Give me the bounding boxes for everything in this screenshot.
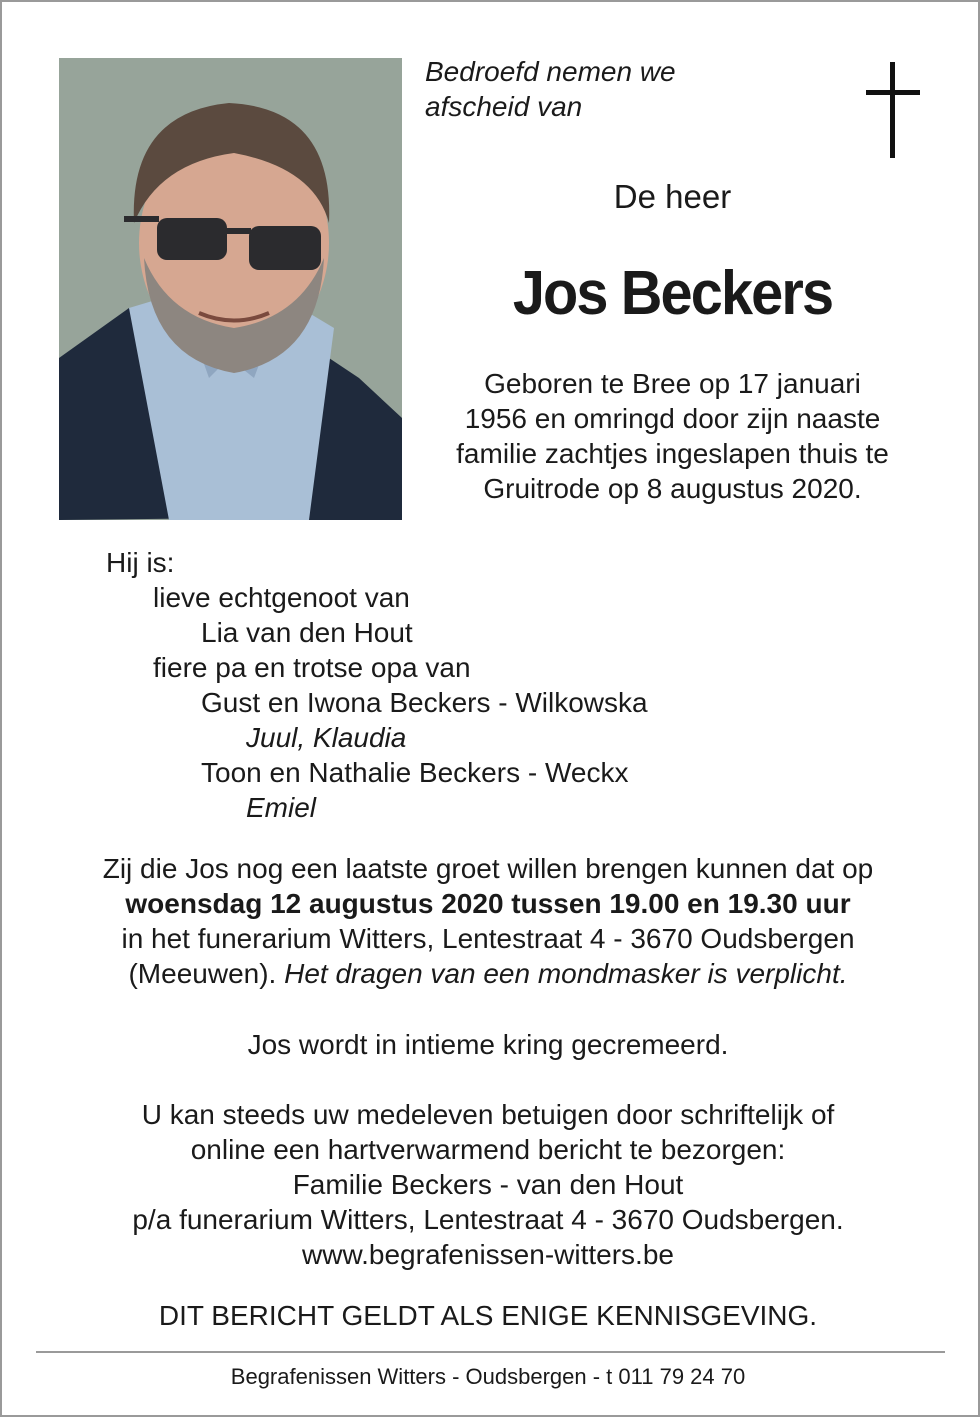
- visitation-text: [0, 851, 976, 991]
- deceased-name: Jos Beckers: [512, 259, 833, 328]
- intro-line: afscheid van: [425, 91, 583, 122]
- condolence-line: online een hartverwarmend bericht te bezorgen:: [190, 1134, 786, 1165]
- visit-date: woensdag 12 augustus 2020 tussen 19.00 en 19.30 uur: [125, 888, 851, 919]
- footer-divider: [36, 1351, 945, 1353]
- born-line: Gruitrode op 8 augustus 2020.: [483, 473, 862, 504]
- honorific-title: De heer: [613, 178, 732, 215]
- condolences-text: [0, 1097, 976, 1272]
- visit-line: in het funerarium Witters, Lentestraat 4 - 3670 Oudsbergen: [121, 923, 855, 954]
- child-family: Toon en Nathalie Beckers - Weckx: [201, 757, 629, 788]
- condolence-line: p/a funerarium Witters, Lentestraat 4 - 3670 Oudsbergen.: [132, 1204, 844, 1235]
- born-line: familie zachtjes ingeslapen thuis te: [456, 438, 889, 469]
- visit-line: Zij die Jos nog een laatste groet willen brengen kunnen dat op: [102, 853, 874, 884]
- grandchildren: Emiel: [246, 792, 317, 823]
- intro-text: [425, 54, 755, 124]
- condolence-line: Familie Beckers - van den Hout: [292, 1169, 684, 1200]
- born-line: Geboren te Bree op 17 januari: [484, 368, 861, 399]
- child-family: Gust en Iwona Beckers - Wilkowska: [201, 687, 648, 718]
- website-text: www.begrafenissen-witters.be: [302, 1239, 674, 1270]
- spouse-role: lieve echtgenoot van: [153, 582, 410, 613]
- spouse-name: Lia van den Hout: [201, 617, 413, 648]
- family-heading: Hij is:: [106, 547, 175, 578]
- condolence-line: U kan steeds uw medeleven betuigen door schriftelijk of: [141, 1099, 835, 1130]
- footer-text: Begrafenissen Witters - Oudsbergen - t 011 79 24 70: [230, 1364, 746, 1389]
- portrait-photo: [59, 58, 402, 520]
- children-role: fiere pa en trotse opa van: [153, 652, 471, 683]
- visit-place: (Meeuwen).: [128, 958, 285, 989]
- intro-line: Bedroefd nemen we: [425, 56, 676, 87]
- cremation-text: Jos wordt in intieme kring gecremeerd.: [247, 1029, 729, 1060]
- born-line: 1956 en omringd door zijn naaste: [464, 403, 881, 434]
- grandchildren: Juul, Klaudia: [246, 722, 407, 753]
- mask-notice: Het dragen van een mondmasker is verplicht.: [284, 958, 848, 989]
- cross-icon: [863, 62, 923, 158]
- visit-line: [0, 956, 976, 991]
- birth-death-text: [420, 366, 925, 506]
- notice-text: DIT BERICHT GELDT ALS ENIGE KENNISGEVING.: [158, 1300, 818, 1331]
